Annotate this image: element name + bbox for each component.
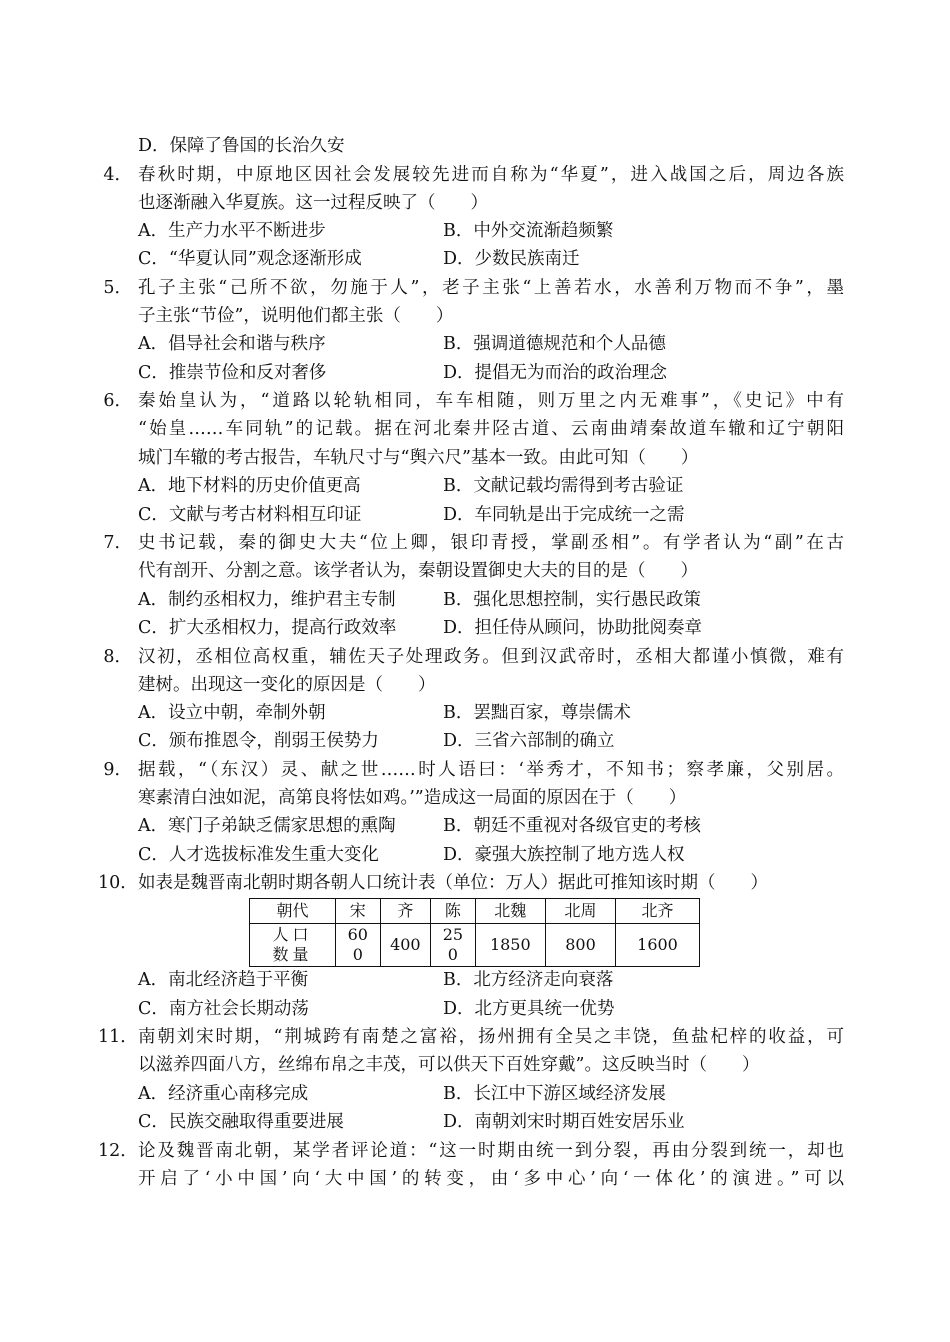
q8-stem-line1: 汉初，丞相位高权重，辅佐天子处理政务。但到汉武帝时，丞相大都谨小慎微，难有	[138, 647, 844, 667]
q5-option-b: B．强调道德规范和个人品德	[443, 334, 666, 354]
q9-stem-line1: 据载，“（东汉）灵、献之世……时人语曰：‘举秀才，不知书；察孝廉，父别居。	[138, 760, 844, 780]
q6-stem-line3: 城门车辙的考古报告，车轨尺寸与“舆六尺”基本一致。由此可知（ ）	[138, 448, 699, 468]
q11-number: 11．	[98, 1027, 138, 1047]
q9-option-c: C．人才选拔标准发生重大变化	[138, 845, 379, 865]
q12-stem-line2: 开启了‘小中国’向‘大中国’的转变，由‘多中心’向‘一体化’的演进。”可以	[138, 1169, 844, 1189]
q7-option-a: A．制约丞相权力，维护君主专制	[138, 590, 396, 610]
q10-option-a: A．南北经济趋于平衡	[138, 970, 309, 990]
q4-option-b: B．中外交流渐趋频繁	[443, 221, 614, 241]
population-table	[249, 898, 700, 967]
q4-stem-line2: 也逐渐融入华夏族。这一过程反映了（ ）	[138, 193, 488, 213]
q10-number: 10．	[98, 873, 138, 893]
table-cell: 400	[380, 924, 431, 967]
table-header-cell: 北魏	[475, 899, 545, 924]
q7-stem-line2: 代有剖开、分割之意。该学者认为，秦朝设置御史大夫的目的是（ ）	[138, 561, 698, 581]
q8-option-c: C．颁布推恩令，削弱王侯势力	[138, 731, 379, 751]
table-header-cell: 北周	[545, 899, 615, 924]
q10-stem-line1: 如表是魏晋南北朝时期各朝人口统计表（单位：万人）据此可推知该时期（ ）	[138, 873, 768, 893]
table-cell: 250	[431, 924, 476, 967]
table-cell: 600	[336, 924, 381, 967]
q7-option-c: C．扩大丞相权力，提高行政效率	[138, 618, 397, 638]
q4-stem-line1: 春秋时期，中原地区因社会发展较先进而自称为“华夏”，进入战国之后，周边各族	[138, 165, 844, 185]
q10-option-c: C．南方社会长期动荡	[138, 999, 309, 1019]
q5-option-d: D．提倡无为而治的政治理念	[443, 363, 668, 383]
q11-option-b: B．长江中下游区域经济发展	[443, 1084, 666, 1104]
q9-option-d: D．豪强大族控制了地方选人权	[443, 845, 685, 865]
q11-stem-line1: 南朝刘宋时期，“荆城跨有南楚之富裕，扬州拥有全吴之丰饶，鱼盐杞梓的收益，可	[138, 1027, 844, 1047]
q6-option-b: B．文献记载均需得到考古验证	[443, 476, 684, 496]
table-header-cell: 北齐	[616, 899, 700, 924]
q6-option-d: D．车同轨是出于完成统一之需	[443, 505, 685, 525]
q5-number: 5．	[103, 278, 132, 298]
table-row	[250, 924, 700, 967]
q9-stem-line2: 寒素清白浊如泥，高第良将怯如鸡。’”造成这一局面的原因在于（ ）	[138, 788, 687, 808]
q6-number: 6．	[103, 391, 132, 411]
q4-number: 4．	[103, 165, 132, 185]
q6-stem-line2: “始皇……车同轨”的记载。据在河北秦井陉古道、云南曲靖秦故道车辙和辽宁朝阳	[138, 419, 844, 439]
q8-option-b: B．罢黜百家，尊崇儒术	[443, 703, 631, 723]
table-header-cell: 朝代	[250, 899, 336, 924]
q5-stem-line2: 子主张“节俭”，说明他们都主张（ ）	[138, 306, 454, 326]
table-header-cell: 陈	[431, 899, 476, 924]
q8-option-a: A．设立中朝，牵制外朝	[138, 703, 326, 723]
q12-stem-line1: 论及魏晋南北朝，某学者评论道：“这一时期由统一到分裂，再由分裂到统一，却也	[138, 1141, 844, 1161]
q6-option-a: A．地下材料的历史价值更高	[138, 476, 361, 496]
q11-option-d: D．南朝刘宋时期百姓安居乐业	[443, 1112, 685, 1132]
q9-option-a: A．寒门子弟缺乏儒家思想的熏陶	[138, 816, 396, 836]
q6-option-c: C．文献与考古材料相互印证	[138, 505, 362, 525]
q7-stem-line1: 史书记载，秦的御史大夫“位上卿，银印青授，掌副丞相”。有学者认为“副”在古	[138, 533, 844, 553]
q3-option-d: D．保障了鲁国的长治久安	[138, 136, 345, 156]
q7-option-b: B．强化思想控制，实行愚民政策	[443, 590, 701, 610]
table-cell: 1850	[475, 924, 545, 967]
q11-option-c: C．民族交融取得重要进展	[138, 1112, 344, 1132]
q5-stem-line1: 孔子主张“己所不欲，勿施于人”，老子主张“上善若水，水善利万物而不争”，墨	[138, 278, 844, 298]
q9-option-b: B．朝廷不重视对各级官吏的考核	[443, 816, 701, 836]
table-cell: 1600	[616, 924, 700, 967]
q4-option-d: D．少数民族南迁	[443, 249, 580, 269]
q5-option-a: A．倡导社会和谐与秩序	[138, 334, 326, 354]
q7-number: 7．	[103, 533, 132, 553]
q8-option-d: D．三省六部制的确立	[443, 731, 615, 751]
q9-number: 9．	[103, 760, 132, 780]
table-header-cell: 齐	[380, 899, 431, 924]
q10-option-b: B．北方经济走向衰落	[443, 970, 614, 990]
q5-option-c: C．推崇节俭和反对奢侈	[138, 363, 327, 383]
q11-stem-line2: 以滋养四面八方，丝绵布帛之丰茂，可以供天下百姓穿戴”。这反映当时（ ）	[138, 1055, 760, 1075]
table-header-row	[250, 899, 700, 924]
table-row-label: 人口数量	[250, 924, 336, 967]
q4-option-c: C．“华夏认同”观念逐渐形成	[138, 249, 362, 269]
q6-stem-line1: 秦始皇认为，“道路以轮轨相同，车车相随，则万里之内无难事”，《史记》中有	[138, 391, 844, 411]
q12-number: 12．	[98, 1141, 138, 1161]
q8-stem-line2: 建树。出现这一变化的原因是（ ）	[138, 675, 436, 695]
q4-option-a: A．生产力水平不断进步	[138, 221, 326, 241]
table-header-cell: 宋	[336, 899, 381, 924]
q8-number: 8．	[103, 647, 132, 667]
table-cell: 800	[545, 924, 615, 967]
q11-option-a: A．经济重心南移完成	[138, 1084, 309, 1104]
q7-option-d: D．担任侍从顾问，协助批阅奏章	[443, 618, 703, 638]
q10-option-d: D．北方更具统一优势	[443, 999, 615, 1019]
